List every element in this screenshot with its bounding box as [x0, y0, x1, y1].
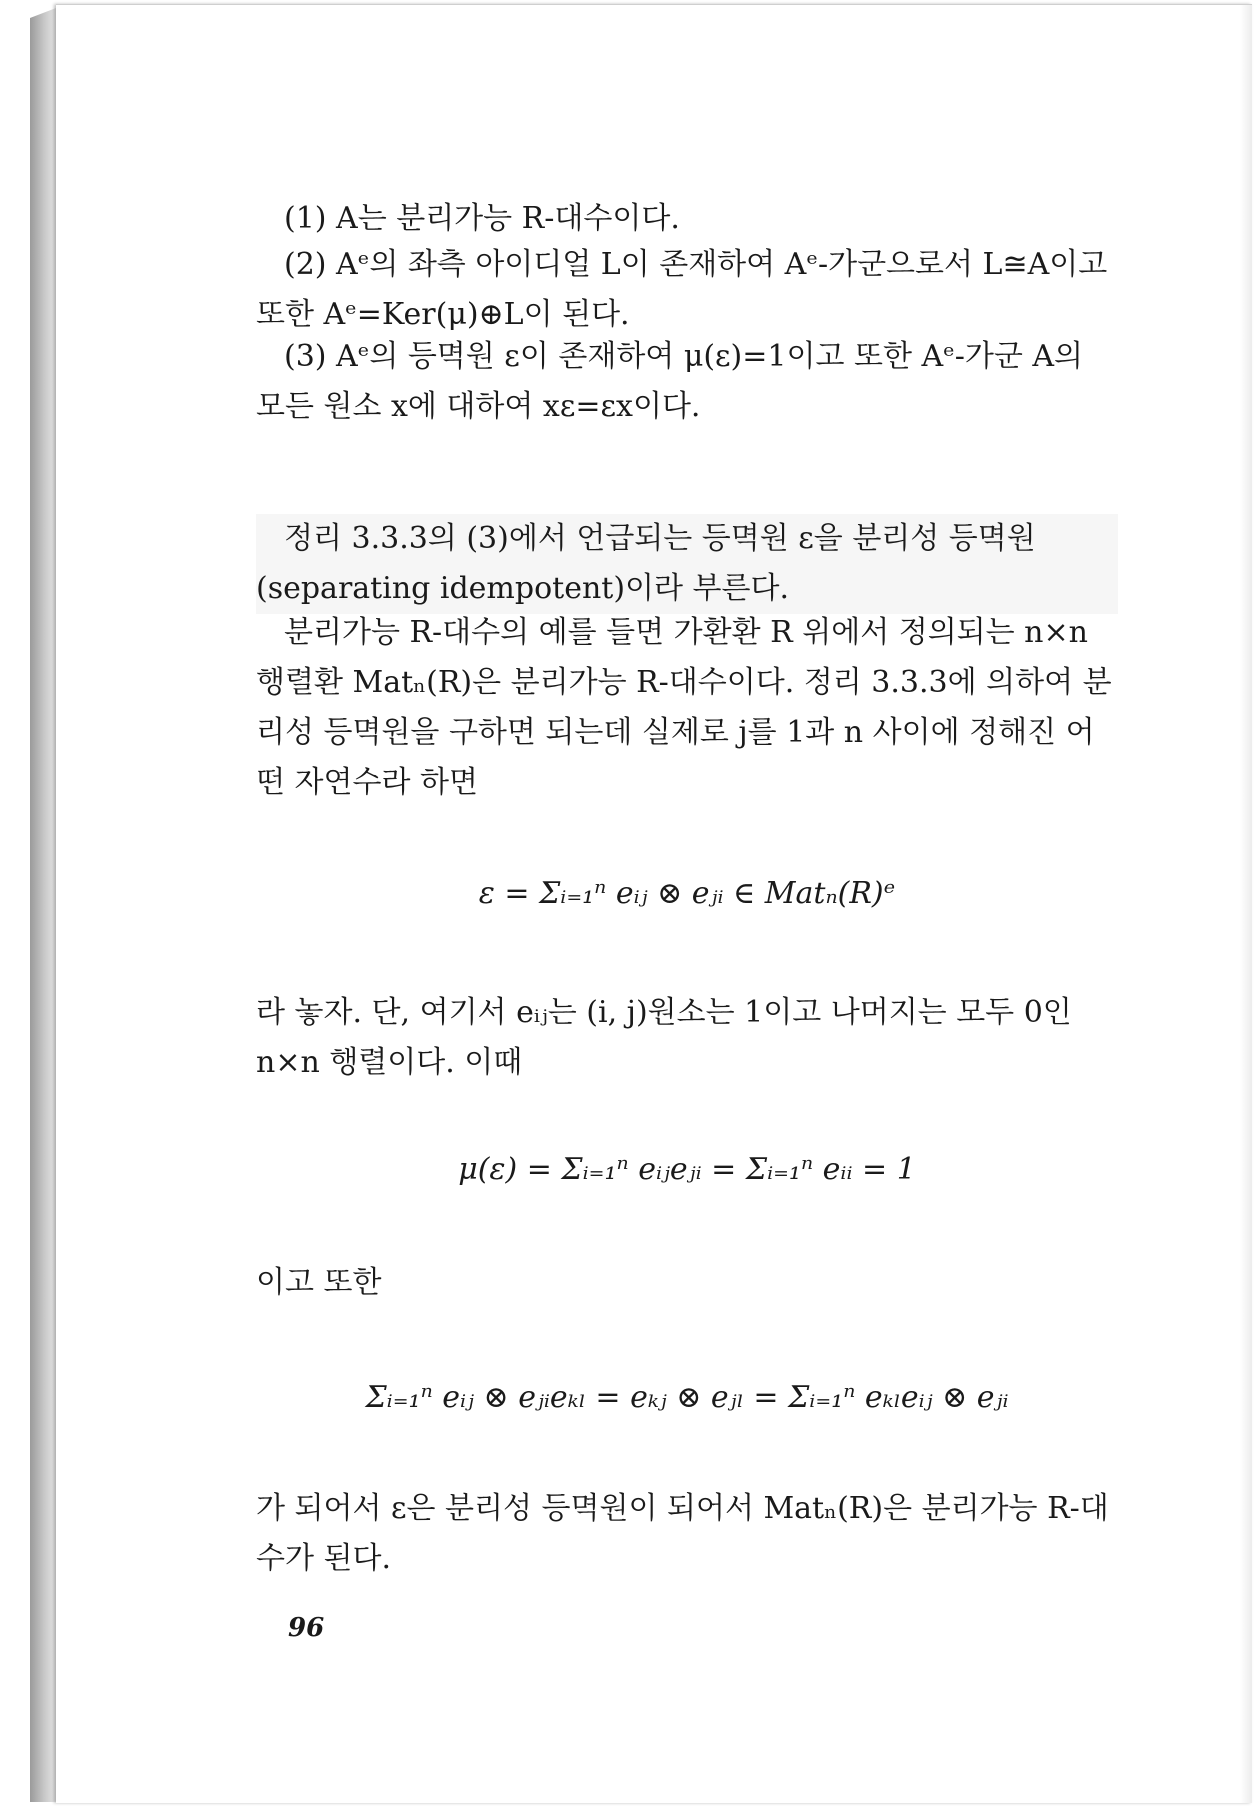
- matrix-unit-definition: 라 놓자. 단, 여기서 eᵢⱼ는 (i, j)원소는 1이고 나머지는 모두 0인 n×n 행렬이다. 이때: [256, 995, 1072, 1080]
- equation-commutation: Σᵢ₌₁ⁿ eᵢⱼ ⊗ eⱼᵢeₖₗ = eₖⱼ ⊗ eⱼₗ = Σᵢ₌₁ⁿ eₖₗeᵢⱼ ⊗ eⱼᵢ: [365, 1380, 1009, 1415]
- book-page-edge: [30, 8, 56, 1802]
- and-also-text: 이고 또한: [256, 1265, 382, 1300]
- example-paragraph: 분리가능 R-대수의 예를 들면 가환환 R 위에서 정의되는 n×n 행렬환 Matₙ(R)은 분리가능 R-대수이다. 정리 3.3.3에 의하여 분리성 등멱원을 구하면 되는데 실제로 j를 1과 n 사이에 정해진 어떤 자연수라 하면: [256, 615, 1112, 800]
- conclusion-paragraph: 가 되어서 ε은 분리성 등멱원이 되어서 Matₙ(R)은 분리가능 R-대수가 된다.: [256, 1491, 1109, 1576]
- equation-mu-epsilon: μ(ε) = Σᵢ₌₁ⁿ eᵢⱼeⱼᵢ = Σᵢ₌₁ⁿ eᵢᵢ = 1: [458, 1152, 916, 1187]
- equation-separating-idempotent: ε = Σᵢ₌₁ⁿ eᵢⱼ ⊗ eⱼᵢ ∈ Matₙ(R)ᵉ: [478, 876, 896, 911]
- condition-1: (1) A는 분리가능 R-대수이다.: [284, 201, 680, 236]
- page-number: 96: [288, 1613, 325, 1643]
- definition-paragraph: 정리 3.3.3의 (3)에서 언급되는 등멱원 ε을 분리성 등멱원(separating idempotent)이라 부른다.: [256, 514, 1118, 614]
- condition-3: (3) Aᵉ의 등멱원 ε이 존재하여 μ(ε)=1이고 또한 Aᵉ-가군 A의 모든 원소 x에 대하여 xε=εx이다.: [256, 339, 1084, 424]
- page-fold-shadow: [1240, 5, 1252, 1803]
- condition-2: (2) Aᵉ의 좌측 아이디얼 L이 존재하여 Aᵉ-가군으로서 L≅A이고 또한 Aᵉ=Ker(μ)⊕L이 된다.: [256, 247, 1108, 332]
